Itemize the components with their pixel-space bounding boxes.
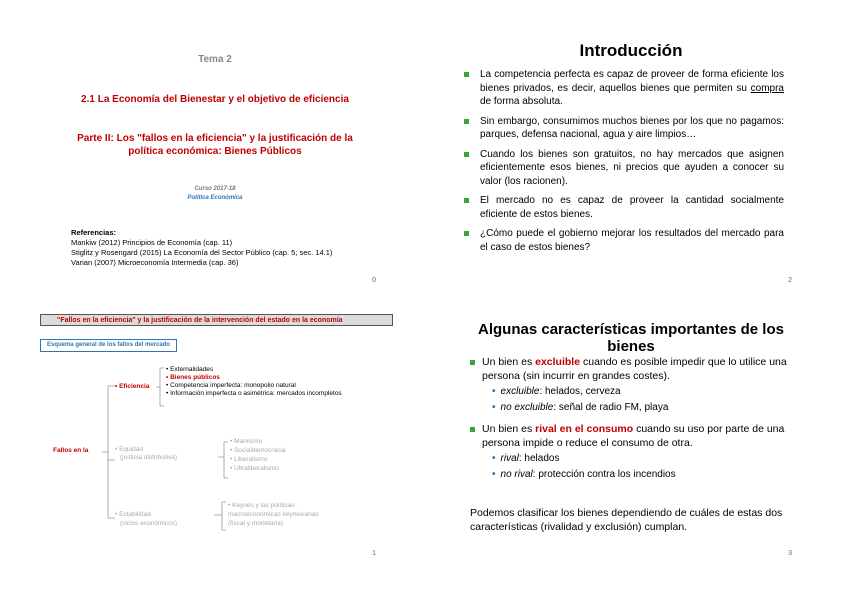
slide-caracteristicas	[456, 310, 806, 565]
reference-item: Stiglitz y Rosengard (2015) La Economía del Sector Público (cap. 5; sec. 14.1)	[71, 248, 333, 257]
dot-bullet-icon: •	[492, 386, 496, 397]
square-bullet-icon	[464, 72, 469, 77]
tema-label: Tema 2	[198, 54, 232, 65]
highlight-term: rival en el consumo	[535, 423, 634, 435]
slide-heading: Introducción	[579, 41, 683, 60]
bullet-text: La competencia perfecta es capaz de proveer de forma eficiente los bienes privados, es decir, aquellos bienes que permiten su	[480, 69, 784, 94]
slide-title	[40, 40, 390, 292]
eficiencia-item: • Competencia imperfecta: monopolio natural	[166, 382, 296, 389]
bullet-text: de forma absoluta.	[480, 96, 563, 107]
bullet-item	[464, 148, 784, 189]
equidad-label: • Equidad	[115, 446, 143, 453]
square-bullet-icon	[464, 231, 469, 236]
slide-introduccion	[456, 40, 806, 292]
course-name: Política Económica	[187, 195, 243, 201]
highlight-term: excluible	[535, 356, 581, 368]
sub-label: no excluible	[500, 402, 554, 413]
bullet-item	[464, 115, 784, 142]
references	[71, 228, 332, 268]
equidad-item: • Marxismo	[230, 438, 263, 445]
equidad-item: • Ultraliberalismo	[230, 465, 279, 472]
square-bullet-icon	[464, 198, 469, 203]
reference-item: Varian (2007) Microeconomía Intermedia (cap. 36)	[71, 258, 239, 267]
page-number: 1	[372, 550, 376, 557]
slide-title-1: 2.1 La Economía del Bienestar y el objetivo de eficiencia	[81, 94, 349, 105]
bullet-item	[464, 227, 784, 254]
references-heading: Referencias:	[71, 228, 117, 237]
course-year: Curso 2017-18	[194, 186, 236, 192]
square-bullet-icon	[464, 119, 469, 124]
page-number: 2	[788, 277, 792, 284]
slide-title-2: Parte II: Los "fallos en la eficiencia" y la justificación de la política económica: Bienes Públicos	[77, 133, 353, 157]
scheme-subtitle: Esquema general de los fallos del mercado	[40, 339, 177, 352]
closing-paragraph: Podemos clasificar los bienes dependiendo de cuáles de estas dos características (rivalidad y exclusión) cumplan.	[470, 507, 783, 533]
sub-text: : helados	[518, 453, 560, 464]
square-bullet-icon	[470, 360, 475, 365]
header-bar: "Fallos en la eficiencia" y la justificación de la intervención del estado en la economía	[40, 314, 393, 326]
reference-item: Mankiw (2012) Principios de Economía (cap. 11)	[71, 238, 233, 247]
equidad-sublabel: (justicia distributiva)	[120, 454, 178, 461]
tree-connectors	[40, 310, 390, 565]
estabilidad-bracket	[214, 502, 226, 530]
bullet-text: cuando su uso por parte de una persona impide o reduce el consumo de otra.	[482, 423, 785, 449]
slide-heading: Algunas características importantes de los bienes	[478, 321, 784, 355]
root-bracket	[102, 386, 115, 518]
bullet-item	[464, 194, 784, 221]
bullet-item	[470, 356, 802, 383]
eficiencia-bracket	[156, 368, 164, 406]
page-number: 0	[372, 277, 376, 284]
square-bullet-icon	[470, 427, 475, 432]
eficiencia-item: • Información imperfecta o asimétrica: mercados incompletos	[166, 390, 342, 397]
equidad-bracket	[218, 442, 228, 478]
bullet-text: El mercado no es capaz de proveer la cantidad socialmente eficiente de estos bienes.	[480, 195, 784, 220]
sub-text: : protección contra los incendios	[532, 469, 676, 480]
bullet-text: Sin embargo, consumimos muchos bienes por los que no pagamos: parques, defensa nacional, agua y aire limpios…	[480, 115, 784, 140]
equidad-item: • Socialdemocracia	[230, 447, 286, 454]
sub-bullet	[492, 385, 621, 398]
dot-bullet-icon: •	[492, 469, 496, 480]
eficiencia-item: • Externalidades	[166, 366, 214, 373]
estabilidad-sublabel: (ciclos económicos)	[120, 520, 178, 527]
sub-text: : señal de radio FM, playa	[553, 402, 669, 413]
dot-bullet-icon: •	[492, 453, 496, 464]
bullet-text: ¿Cómo puede el gobierno mejorar los resultados del mercado para el caso de estos bienes?	[480, 228, 784, 253]
sub-label: no rival	[500, 469, 533, 480]
bullet-text: cuando es posible impedir que lo utilice una persona (sin incurrir en grandes costes).	[482, 356, 787, 382]
bullet-text: Cuando los bienes son gratuitos, no hay mercados que asignen eficientemente esos bienes, ni precios que ayuden a conocer su valor (los racionen).	[480, 148, 784, 187]
underlined-word: compra	[750, 82, 784, 94]
bullet-text: Un bien es	[482, 356, 536, 368]
sub-text: : helados, cerveza	[539, 386, 621, 397]
bullet-text: Un bien es	[482, 423, 536, 435]
square-bullet-icon	[464, 152, 469, 157]
bullet-item	[464, 68, 784, 109]
bullet-list	[464, 68, 784, 260]
slide-fallos-mercado	[40, 310, 390, 565]
sub-bullet	[492, 468, 676, 481]
sub-bullet	[492, 401, 668, 414]
estabilidad-item: • Keynes y las políticas	[228, 502, 295, 509]
page-number: 3	[788, 550, 792, 557]
sub-label: rival	[500, 453, 519, 464]
estabilidad-item: macroeconómicas keynesianas	[228, 511, 319, 518]
bullet-item	[470, 423, 802, 450]
equidad-item: • Liberalismo	[230, 456, 268, 463]
root-label: Fallos en la	[53, 447, 89, 454]
sub-bullet	[492, 452, 559, 465]
eficiencia-item-highlight: • Bienes públicos	[166, 374, 220, 381]
sub-label: excluible	[500, 386, 540, 397]
estabilidad-label: • Estabilidad	[115, 511, 151, 518]
dot-bullet-icon: •	[492, 402, 496, 413]
estabilidad-item: (fiscal y monetaria)	[228, 520, 283, 527]
eficiencia-label: • Eficiencia	[115, 383, 150, 390]
